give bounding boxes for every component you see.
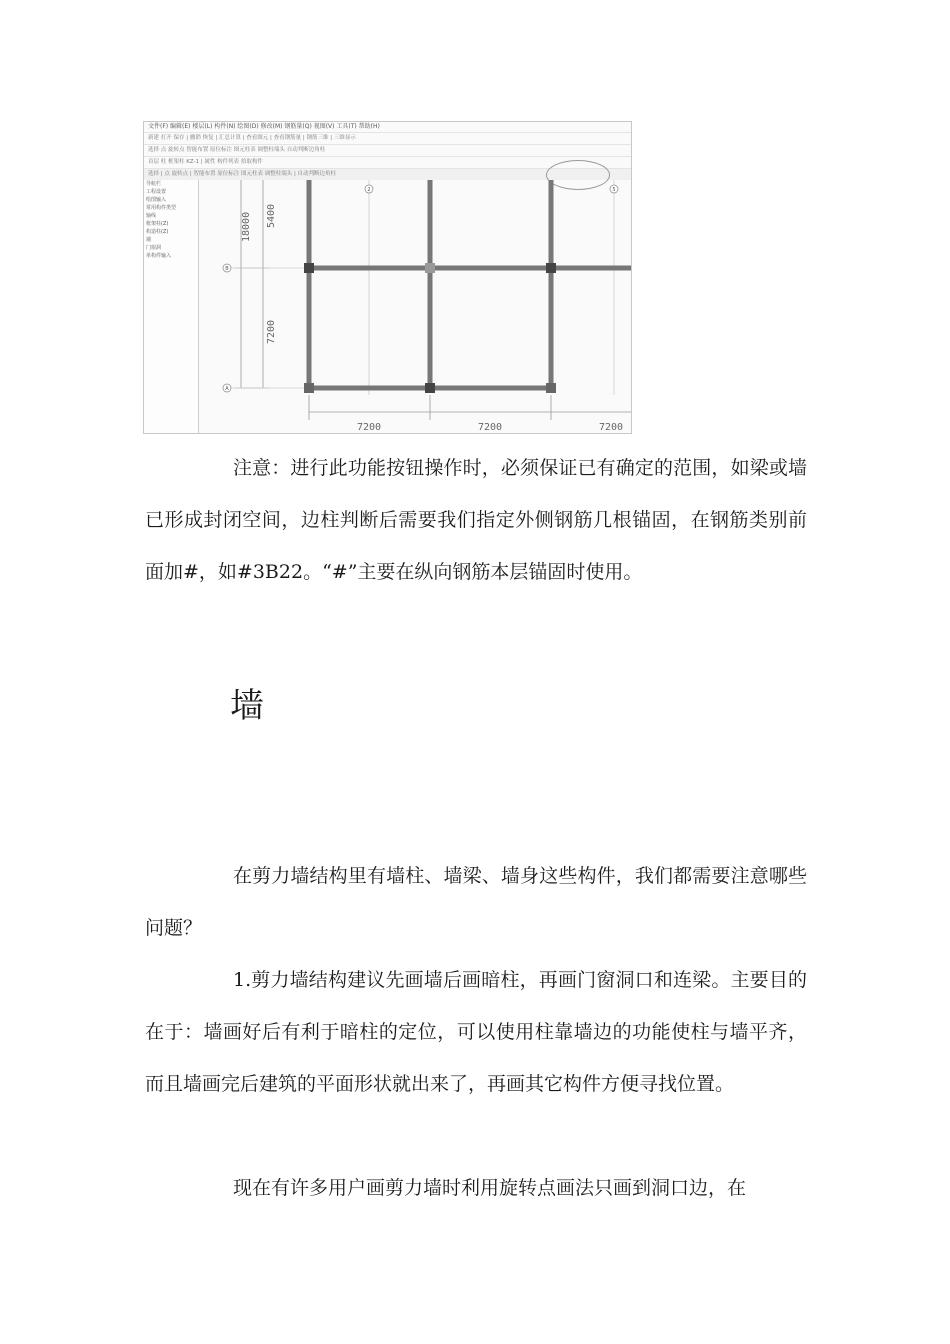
dimension-label: 7200 [266,319,277,344]
sidebar-item: 框架柱(Z) [146,221,169,227]
sidebar-item: 常用构件类型 [146,205,177,211]
dimension-label: 18000 [241,211,252,242]
sidebar-item: 墙 [146,237,152,243]
sidebar-item: 工程设置 [146,189,167,195]
sidebar-item: 单构件输入 [146,253,172,259]
sidebar-item: 导航栏 [146,181,162,187]
axis-label: 2 [367,187,371,193]
software-screenshot [143,121,632,434]
dimension-label: 7200 [598,422,624,433]
body-paragraph: 在剪力墙结构里有墙柱、墙梁、墙身这些构件，我们都需要注意哪些问题？ [145,865,807,939]
edit-toolbar: 选择 | 点 旋转点 | 智能布置 原位标注 图元柱表 调整柱端头 | 自动判断边角柱 [144,168,632,180]
dimension-label: 7200 [356,422,382,433]
axis-label: A [225,386,229,392]
body-paragraph: 现在有许多用户画剪力墙时利用旋转点画法只画到洞口边，在 [233,1177,747,1199]
note-paragraph: 注意：进行此功能按钮操作时，必须保证已有确定的范围，如梁或墙已形成封闭空间，边柱判断后需要我们指定外侧钢筋几根锚固，在钢筋类别前面加#，如#3B22。“#”主要在纵向钢筋本层锚固时使用。 [145,457,807,583]
axis-label: 5 [612,187,616,193]
sidebar-item: 绘图输入 [146,197,167,203]
axis-label: B [225,266,229,272]
dimension-label: 7200 [477,422,503,433]
component-toolbar: 首层 柱 框架柱 KZ-1 | 属性 构件列表 拾取构件 [144,156,632,168]
draw-toolbar: 选择 点 旋转点 智能布置 原位标注 图元柱表 调整柱端头 自动判断边角柱 [144,144,632,156]
menu-bar: 文件(F) 编辑(E) 楼层(L) 构件(N) 绘图(D) 修改(M) 钢筋量(Q) 视图(V) 工具(T) 帮助(H) [148,123,380,130]
sidebar-item: 构造柱(Z) [146,229,169,235]
sidebar-item: 轴线 [146,213,157,219]
dimension-label: 5400 [266,203,277,228]
drawing-canvas [199,180,631,433]
navigation-sidebar [144,180,199,433]
body-paragraph: 1.剪力墙结构建议先画墙后画暗柱，再画门窗洞口和连梁。主要目的在于：墙画好后有利于暗柱的定位，可以使用柱靠墙边的功能使柱与墙平齐，而且墙画完后建筑的平面形状就出来了，再画其它构件方便寻找位置。 [145,969,807,1095]
sidebar-item: 门窗洞 [146,245,162,251]
main-toolbar: 新建 打开 保存 | 撤销 恢复 | 汇总计算 | 查看图元 | 查看钢筋量 | 钢筋三维 | 三维显示 [144,132,632,144]
section-heading: 墙 [230,686,264,726]
